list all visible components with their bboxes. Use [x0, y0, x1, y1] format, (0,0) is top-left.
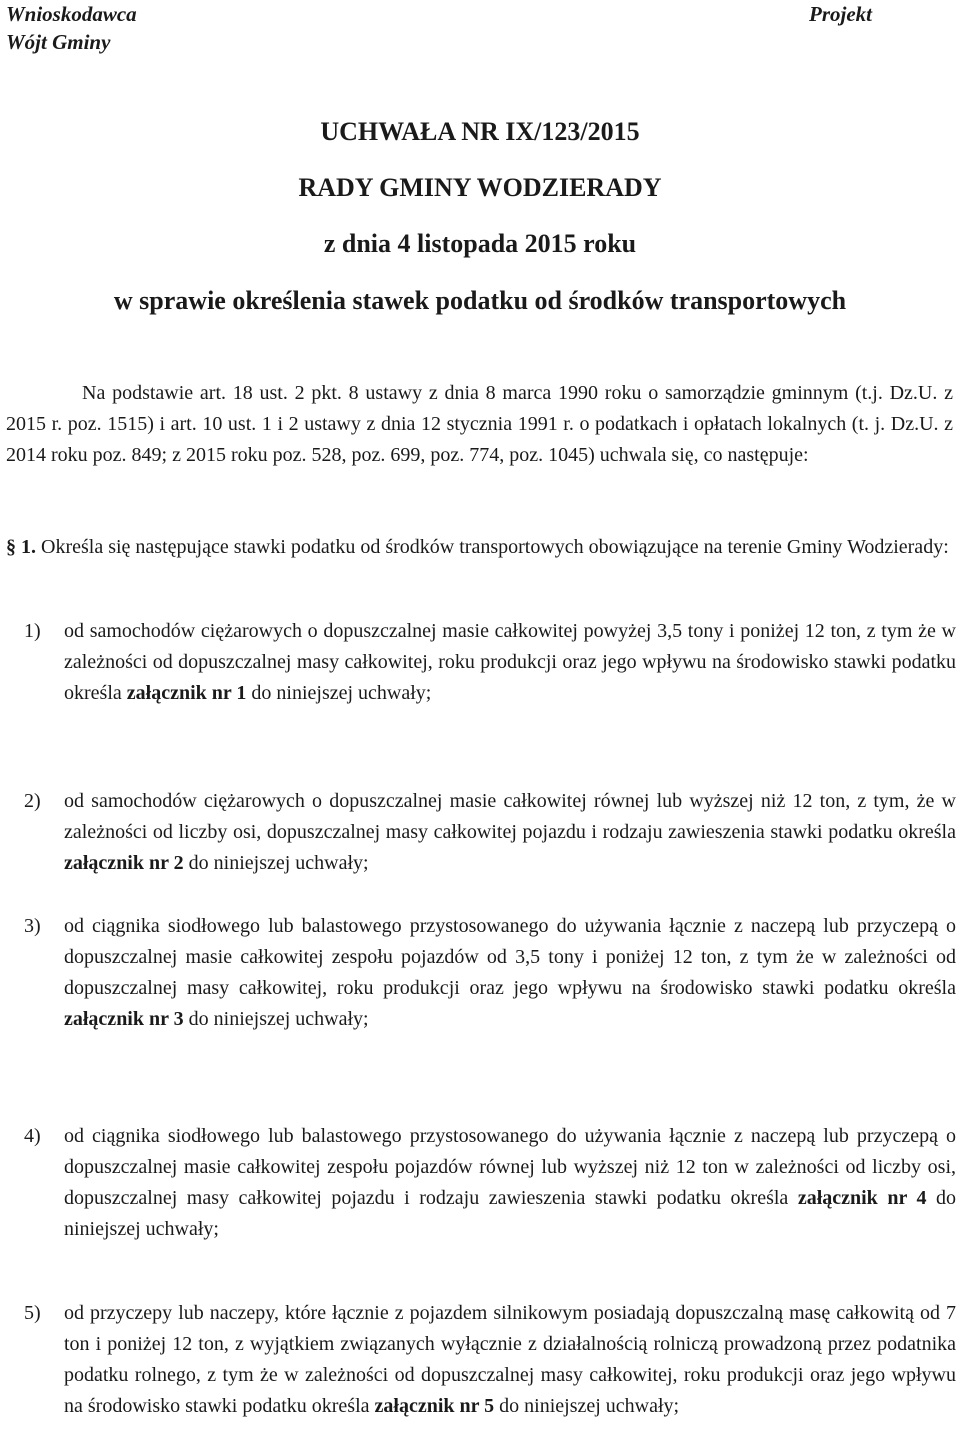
attachment-ref: załącznik nr 4: [797, 1187, 927, 1209]
list-item-number: 4): [24, 1125, 41, 1147]
council-name: RADY GMINY WODZIERADY: [298, 173, 662, 202]
list-item-text-end: do niniejszej uchwały;: [188, 852, 369, 874]
resolution-date: z dnia 4 listopada 2015 roku: [323, 229, 637, 258]
paragraph-1: [6, 532, 956, 563]
list-item-text-end: do niniejszej uchwały;: [188, 1008, 369, 1030]
draft-label: Projekt: [809, 2, 872, 26]
legal-basis-text: Na podstawie art. 18 ust. 2 pkt. 8 ustawy z dnia 8 marca 1990 roku o samorządzie gminnym (t.j. Dz.U. z 2015 r. poz. 1515) i art. 10 ust. 1 i 2 ustawy z dnia 12 stycznia 1991 r. o podatkach i opłatach lokalnych (t. j. Dz.U. z 2014 roku poz. 849; z 2015 roku poz. 528, poz. 699, poz. 774, poz. 1045) uchwala się, co następuje:: [6, 382, 953, 466]
list-item-number: 5): [24, 1302, 41, 1324]
legal-basis: [6, 378, 953, 471]
list-item-text-end: do niniejszej uchwały;: [64, 1187, 956, 1240]
list-item-text-end: do niniejszej uchwały;: [251, 682, 432, 704]
applicant-name: Wójt Gminy: [6, 30, 111, 54]
attachment-ref: załącznik nr 5: [374, 1395, 495, 1417]
list-item: [6, 1121, 956, 1245]
applicant-block: [6, 0, 137, 56]
list-item-text: od przyczepy lub naczepy, które łącznie z pojazdem silnikowym posiadają dopuszczalną masę całkowitą od 7 ton i poniżej 12 ton, z wyjątkiem związanych wyłącznie z działalnością rolniczą prowadzoną przez podatnika podatku rolnego, z tym że w zależności od dopuszczalnej masy całkowitej, roku produkcji oraz jego wpływu na środowisko stawki podatku określa: [64, 1302, 956, 1417]
list-item: [6, 1298, 956, 1422]
attachment-ref: załącznik nr 2: [64, 852, 184, 874]
attachment-ref: załącznik nr 1: [126, 682, 247, 704]
list-item-text: od ciągnika siodłowego lub balastowego przystosowanego do używania łącznie z naczepą lub przyczepą o dopuszczalnej masie całkowitej zespołu pojazdów od 3,5 tony i poniżej 12 ton, z tym że w zależności od dopuszczalnej masy całkowitej, roku produkcji oraz jego wpływu na środowisko stawki podatku określa: [64, 915, 956, 999]
resolution-subject: w sprawie określenia stawek podatku od środków transportowych: [113, 286, 847, 315]
list-item-number: 3): [24, 915, 41, 937]
list-item: [6, 616, 956, 709]
attachment-ref: załącznik nr 3: [64, 1008, 184, 1030]
list-item-text: od ciągnika siodłowego lub balastowego przystosowanego do używania łącznie z naczepą lub przyczepą o dopuszczalnej masie całkowitej zespołu pojazdów równej lub wyższej niż 12 ton w zależności od liczby osi, dopuszczalnej masy całkowitej pojazdu i rodzaju zawieszenia stawki podatku określa: [64, 1125, 956, 1209]
list-item: [6, 786, 956, 879]
list-item-number: 2): [24, 790, 41, 812]
resolution-number: UCHWAŁA NR IX/123/2015: [320, 117, 640, 146]
list-item-text: od samochodów ciężarowych o dopuszczalnej masie całkowitej równej lub wyższej niż 12 ton, z tym, że w zależności od liczby osi, dopuszczalnej masy całkowitej pojazdu i rodzaju zawieszenia stawki podatku określa: [64, 790, 956, 843]
list-item-text-end: do niniejszej uchwały;: [499, 1395, 680, 1417]
list-item: [6, 911, 956, 1035]
applicant-label: Wnioskodawca: [6, 2, 137, 26]
paragraph-1-text: Określa się następujące stawki podatku od środków transportowych obowiązujące na terenie Gminy Wodzierady:: [41, 536, 949, 558]
paragraph-mark: § 1.: [6, 536, 36, 558]
list-item-text: od samochodów ciężarowych o dopuszczalnej masie całkowitej powyżej 3,5 tony i poniżej 12 ton, z tym że w zależności od dopuszczalnej masy całkowitej, roku produkcji oraz jego wpływu na środowisko stawki podatku określa: [64, 620, 956, 704]
list-item-number: 1): [24, 620, 41, 642]
